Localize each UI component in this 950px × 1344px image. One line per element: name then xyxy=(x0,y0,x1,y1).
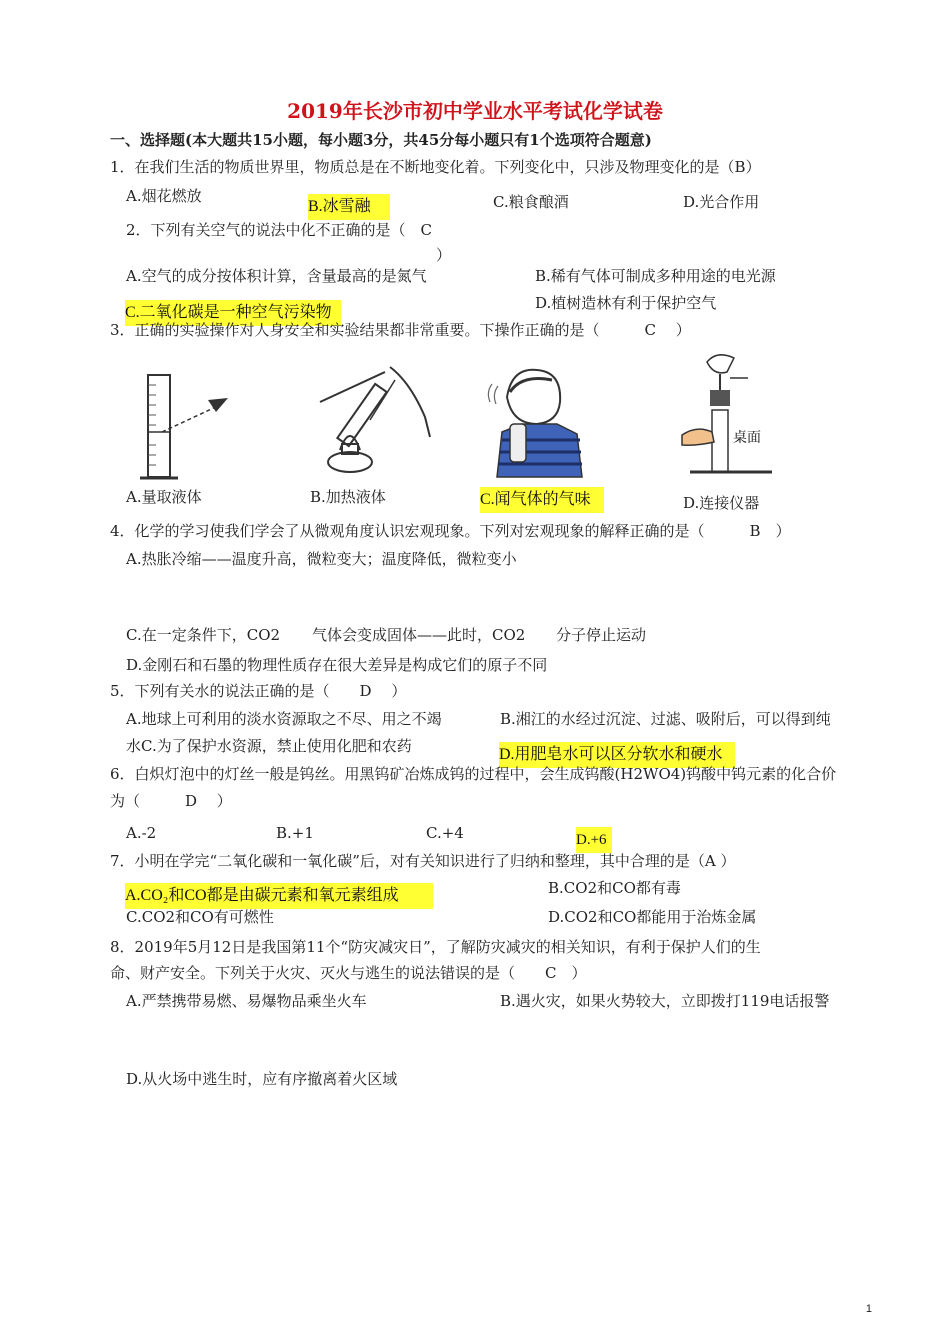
q6-stem-cont: 为（ D ） xyxy=(110,792,232,810)
q6-option-a: A.-2 xyxy=(126,824,157,842)
q3-option-b: B.加热液体 xyxy=(310,488,386,506)
q7-stem: 7．小明在学完“二氧化碳和一氧化碳”后，对有关知识进行了归纳和整理，其中合理的是（A ） xyxy=(110,852,736,870)
q7-option-a-answer: A.CO₂和CO都是由碳元素和氧元素组成 xyxy=(125,883,433,909)
q5-option-a: A.地球上可利用的淡水资源取之不尽、用之不竭 xyxy=(126,710,442,728)
q3-stem: 3．正确的实验操作对人身安全和实验结果都非常重要。下操作正确的是（ C ） xyxy=(110,321,691,339)
q6-option-b: B.+1 xyxy=(276,824,314,842)
q5-stem: 5．下列有关水的说法正确的是（ D ） xyxy=(110,682,407,700)
q4-option-c-part3: 分子停止运动 xyxy=(556,626,647,644)
q2-option-a: A.空气的成分按体积计算，含量最高的是氮气 xyxy=(126,267,427,285)
q1-option-c: C.粮食酿酒 xyxy=(493,193,569,211)
q3-option-a: A.量取液体 xyxy=(126,488,202,506)
q6-option-d-answer: D.+6 xyxy=(576,827,612,853)
q2-option-d: D.植树造林有利于保护空气 xyxy=(535,294,717,312)
q4-option-d: D.金刚石和石墨的物理性质存在很大差异是构成它们的原子不同 xyxy=(126,656,548,674)
connecting-instruments-figure xyxy=(672,350,782,485)
q3-option-d: D.连接仪器 xyxy=(683,494,760,512)
q7-option-c: C.CO2和CO有可燃性 xyxy=(126,908,274,926)
q8-stem: 8．2019年5月12日是我国第11个“防灾减灾日”，了解防灾减灾的相关知识，有利于保护人们的生 xyxy=(110,938,761,956)
q1-stem: 1．在我们生活的物质世界里，物质总是在不断地变化着。下列变化中，只涉及物理变化的是（B） xyxy=(110,158,761,176)
q5-option-b-cont-c: 水C.为了保护水资源，禁止使用化肥和农药 xyxy=(126,737,412,755)
q4-stem: 4．化学的学习使我们学会了从微观角度认识宏观现象。下列对宏观现象的解释正确的是（ B ） xyxy=(110,522,791,540)
section-header: 一、选择题(本大题共15小题，每小题3分，共45分每小题只有1个选项符合题意) xyxy=(110,131,652,149)
q4-option-c-part2: 气体会变成固体——此时，CO2 xyxy=(312,626,526,644)
q1-option-d: D.光合作用 xyxy=(683,193,760,211)
q8-stem-cont: 命、财产安全。下列关于火灾、灭火与逃生的说法错误的是（ C ） xyxy=(110,964,587,982)
graduated-cylinder-figure xyxy=(130,370,240,485)
q2-stem-close: ） xyxy=(436,246,452,264)
q4-option-c-part1: C.在一定条件下，CO2 xyxy=(126,626,281,644)
q7-option-b: B.CO2和CO都有毒 xyxy=(548,879,681,897)
q5-option-b: B.湘江的水经过沉淀、过滤、吸附后，可以得到纯 xyxy=(500,710,831,728)
desk-label: 桌面 xyxy=(733,430,761,446)
q1-option-a: A.烟花燃放 xyxy=(126,187,202,205)
q2-option-c-answer: C.二氧化碳是一种空气污染物 xyxy=(125,300,341,326)
q2-option-b: B.稀有气体可制成多种用途的电光源 xyxy=(535,267,776,285)
q5-option-d-answer: D.用肥皂水可以区分软水和硬水 xyxy=(499,742,735,768)
smelling-gas-figure xyxy=(482,362,592,480)
q7-option-d: D.CO2和CO都能用于治炼金属 xyxy=(548,908,757,926)
heating-liquid-figure xyxy=(300,362,440,482)
q1-option-b-answer: B.冰雪融 xyxy=(308,194,390,220)
q8-option-d: D.从火场中逃生时，应有序撤离着火区域 xyxy=(126,1070,398,1088)
q6-stem: 6．白炽灯泡中的灯丝一般是钨丝。用黑钨矿冶炼成钨的过程中，会生成钨酸(H2WO4)钨酸中钨元素的化合价 xyxy=(110,765,837,783)
page-number: 1 xyxy=(865,1303,872,1315)
q6-option-c: C.+4 xyxy=(426,824,464,842)
q8-option-a: A.严禁携带易燃、易爆物品乘坐火车 xyxy=(126,992,367,1010)
page-title: 2019年长沙市初中学业水平考试化学试卷 xyxy=(287,99,663,123)
q8-option-b: B.遇火灾，如果火势较大，立即拨打119电话报警 xyxy=(500,992,830,1010)
q3-option-c-answer: C.闻气体的气味 xyxy=(480,487,604,513)
q4-option-a: A.热胀冷缩——温度升高，微粒变大；温度降低，微粒变小 xyxy=(126,550,517,568)
q2-stem: 2．下列有关空气的说法中化不正确的是（ C xyxy=(126,221,433,239)
